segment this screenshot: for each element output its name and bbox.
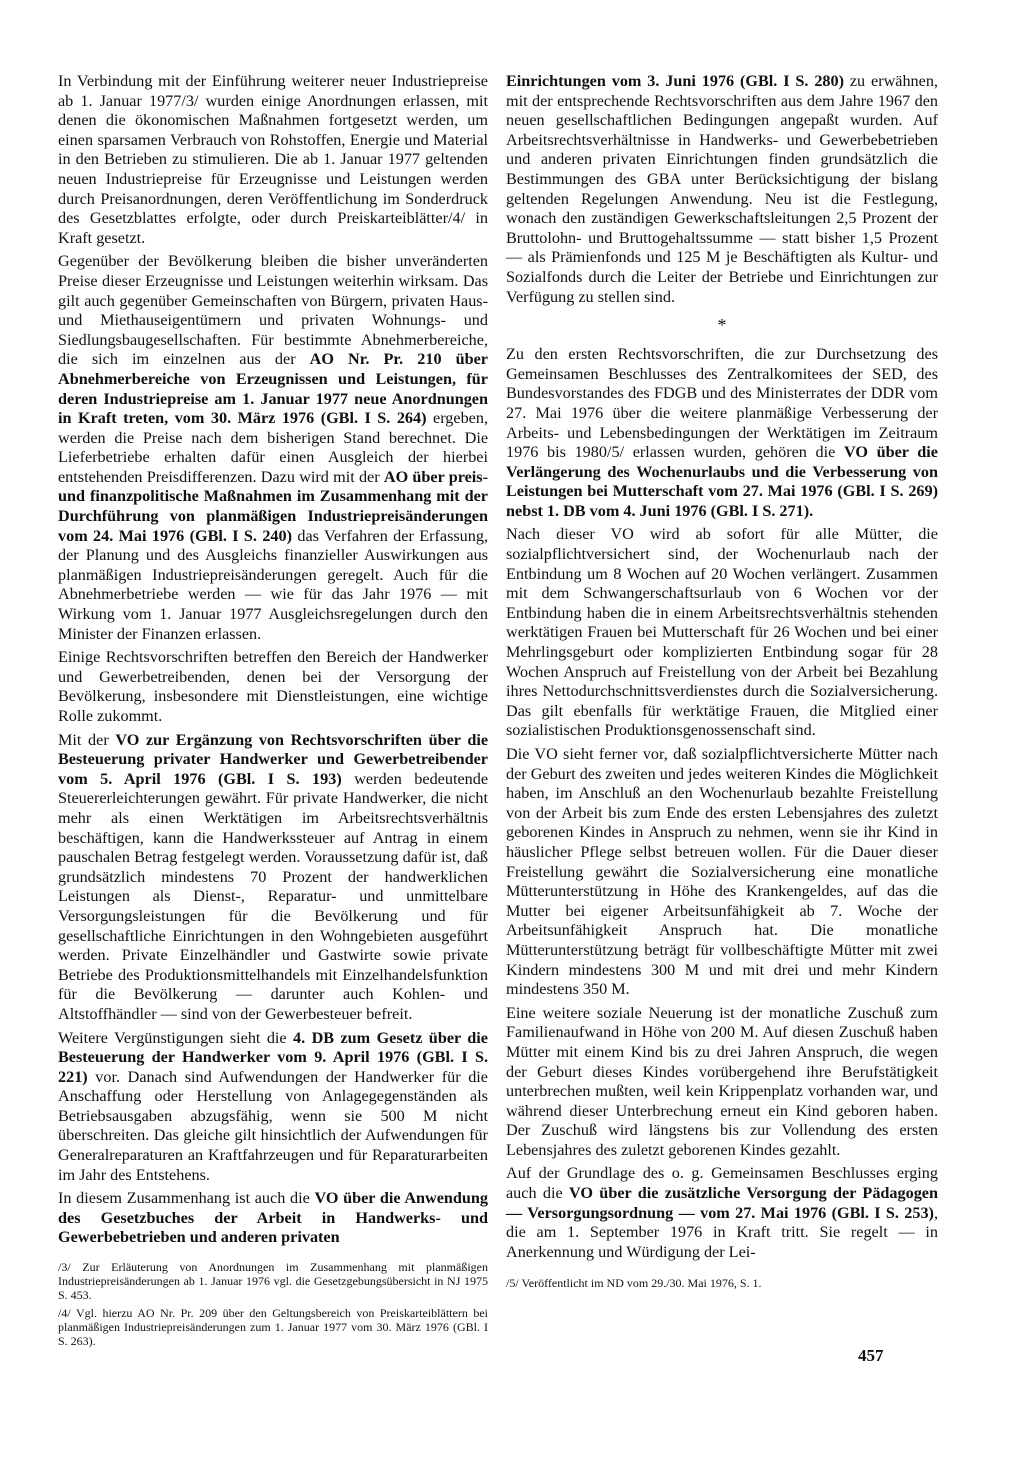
paragraph-freistellung xyxy=(506,745,938,1000)
text: Einige Rechtsvorschriften betreffen den Bereich der Handwerker und Gewerbetreibenden, denen bei der Versorgung der Bevölkerung, insbesondere mit Dienstleistungen, eine wichtige Rolle zukommt. xyxy=(58,648,488,725)
paragraph-gesetzbuch xyxy=(58,1189,488,1248)
legal-reference: VO über die Verlängerung des Wochenurlaubs und die Verbesserung von Leistungen bei Mutterschaft vom 27. Mai 1976 (GBl. I S. 269) nebst 1. DB vom 4. Juni 1976 (GBl. I S. 271). xyxy=(506,443,938,520)
footnotes-left xyxy=(58,1256,488,1348)
text: vor. Danach sind Aufwendungen der Handwerker für die Anschaffung oder Herstellung von Anlagegegenständen als Betriebsausgaben abzugsfähig, wenn sie 500 M nicht überschreiten. Das gleiche gilt hinsichtlich der Aufwendungen für Generalreparaturen an Kraftfahrzeugen und für Reparaturarbeiten im Jahr des Entstehens. xyxy=(58,1067,488,1184)
paragraph-wochenurlaub xyxy=(506,525,938,741)
paragraph-einrichtungen xyxy=(506,72,938,307)
paragraph-industriepreise xyxy=(58,72,488,248)
text: Mit der xyxy=(58,730,116,749)
footnote-4: /4/ Vgl. hierzu AO Nr. Pr. 209 über den Geltungsbereich von Preiskarteiblättern bei planmäßigen Industriepreisänderungen zum 1. Januar 1977 vom 30. März 1976 (GBl. I S. 263). xyxy=(58,1306,488,1349)
paragraph-besteuerung xyxy=(58,731,488,1025)
text: Zu den ersten Rechtsvorschriften, die zur Durchsetzung des Gemeinsamen Beschlusses des Zentralkomitees der SED, des Bundesvorstandes des FDGB und des Ministerrates der DDR vom 27. Mai 1976 über die weitere planmäßige Verbesserung der Arbeits- und Lebensbedingungen der Werktätigen im Zeitraum 1976 bis 1980/5/ erlassen wurden, gehören die xyxy=(506,345,938,462)
text: Gegenüber der Bevölkerung bleiben die bisher unveränderten Preise dieser Erzeugnisse und Leistungen weiterhin wirksam. Das gilt auch gegenüber Gemeinschaften von Bürgern, privaten Haus- und Miethauseigentümern und privaten Wohnungs- und Siedlungsbaugesellschaften. Für bestimmte Abnehmerbereiche, die sich im einzelnen aus der xyxy=(58,252,488,369)
text: das Verfahren der Erfassung, der Planung und des Ausgleichs finanzieller Auswirkungen aus planmäßigen Industriepreisänderungen geregelt. Auch für die Abnehmerbetriebe werden — wie für das Jahr 1976 — mit Wirkung vom 1. Januar 1977 Ausgleichsregelungen durch den Minister der Finanzen erlassen. xyxy=(58,526,488,643)
paragraph-beschluss xyxy=(506,345,938,521)
paragraph-zuschuss xyxy=(506,1004,938,1161)
footnote-5: /5/ Veröffentlicht im ND vom 29./30. Mai 1976, S. 1. xyxy=(506,1276,762,1291)
paragraph-verguenstigungen xyxy=(58,1029,488,1186)
text: werden bedeutende Steuererleichterungen gewährt. Für private Handwerker, die nicht mehr als einen Werktätigen im Arbeitsrechtsverhältnis beschäftigen, kann die Handwerkssteuer auf Antrag in einem pauschalen Betrag festgelegt werden. Voraussetzung dafür ist, daß grundsätzlich mindestens 70 Prozent der handwerklichen Leistungen als Dienst-, Reparatur- und unmittelbare Versorgungsleistungen für die Bevölkerung und für gesellschaftliche Einrichtungen in den Wohngebieten ausgeführt werden. Private Einzelhändler und Gastwirte sowie private Betriebe des Produktionsmittelhandels mit Einzelhandelsfunktion für die Bevölkerung — darunter auch Kohlen- und Altstoffhändler — sind von der Gewerbesteuer befreit. xyxy=(58,769,488,1023)
section-separator: * xyxy=(717,315,727,336)
text: , die am 1. September 1976 in Kraft tritt. Sie regelt — in Anerkennung und Würdigung der Lei- xyxy=(506,1203,938,1261)
page-number: 457 xyxy=(858,1346,884,1365)
text: Eine weitere soziale Neuerung ist der monatliche Zuschuß zum Familienaufwand in Höhe von 200 M. Auf diesen Zuschuß haben Mütter mit einem Kind bis zu drei Jahren Anspruch, die wegen der Geburt dieses Kindes vorübergehend ihre Berufstätigkeit unterbrechen mußten, weil kein Krippenplatz vorhanden war, und während dieser Unterbrechung erneut ein Kind geboren haben. Der Zuschuß wird längstens bis zur Vollendung des ersten Lebensjahres des zuletzt geborenen Kindes gezahlt. xyxy=(506,1003,938,1159)
text: Auf der Grundlage des o. g. Gemeinsamen Beschlusses erging auch die xyxy=(506,1164,938,1203)
paragraph-paedagogen xyxy=(506,1164,938,1262)
legal-reference: VO zur Ergänzung von Rechtsvorschriften über die Besteuerung privater Handwerker und Gewerbetreibender vom 5. April 1976 (GBl. I S. 193) xyxy=(58,730,489,788)
text: zu erwähnen, mit der entsprechende Rechtsvorschriften aus dem Jahre 1967 den neuen gesellschaftlichen Bedingungen angepaßt wurden. Auf Arbeitsrechtsverhältnisse in Handwerks- und Gewerbebetrieben und anderen privaten Einrichtungen finden grundsätzlich die Bestimmungen des GBA unter Berücksichtigung der bislang geltenden Regelungen Anwendung. Neu ist die Festlegung, wonach den zuständigen Gewerkschaftsleitungen 2,5 Prozent der Bruttolohn- und Bruttogehaltssumme — statt bisher 1,5 Prozent — als Prämienfonds und 125 M je Beschäftigten als Kultur- und Sozialfonds durch die Leiter der Betriebe und Einrichtungen zur Verfügung zu stellen sind. xyxy=(506,72,938,306)
legal-reference: VO über die zusätzliche Versorgung der Pädagogen — Versorgungsordnung — vom 27. Mai 1976 (GBl. I S. 253) xyxy=(506,1184,938,1222)
text: ergeben, werden die Preise nach dem bisherigen Stand berechnet. Die Lieferbetriebe erhalten dafür einen Ausgleich der hierbei entstehenden Preisdifferenzen. Dazu wird mit der xyxy=(58,409,488,486)
text: Weitere Vergünstigungen sieht die xyxy=(58,1028,294,1047)
text: Nach dieser VO wird ab sofort für alle Mütter, die sozialpflichtversichert sind, der Wochenurlaub nach der Entbindung um 8 Wochen auf 20 Wochen verlängert. Zusammen mit dem Schwangerschaftsurlaub von 6 Wochen vor der Entbindung haben die in einem Arbeitsrechtsverhältnis stehenden werktätigen Frauen bei Mutterschaft für 26 Wochen und bei einer Mehrlingsgeburt oder komplizierten Entbindung sogar für 28 Wochen Anspruch auf Freistellung von der Arbeit bei Bezahlung ihres Nettodurchschnittsverdienstes durch die Sozialversicherung. Das gilt ebenfalls für werktätige Frauen, die Mitglied einer sozialistischen Produktionsgenossenschaft sind. xyxy=(506,525,938,740)
text: In Verbindung mit der Einführung weiterer neuer Industriepreise ab 1. Januar 1977/3/ wurden einige Anordnungen erlassen, mit denen die ökonomischen Maßnahmen fortgesetzt werden, um einen sparsamen Verbrauch von Rohstoffen, Energie und Material in den Betrieben zu stimulieren. Die ab 1. Januar 1977 geltenden neuen Industriepreise für Erzeugnisse und Leistungen werden durch Preisanordnungen, deren Veröffentlichung im Sonderdruck des Gesetzblattes erfolgte, oder durch Preiskarteiblätter/4/ in Kraft gesetzt. xyxy=(58,72,488,247)
legal-reference: AO Nr. Pr. 210 über Abnehmerbereiche von Erzeugnissen und Leistungen, für deren Industriepreise am 1. Januar 1977 neue Anordnungen in Kraft treten, vom 30. März 1976 (GBl. I S. 264) xyxy=(58,350,488,428)
legal-reference: AO über preis- und finanzpolitische Maßnahmen im Zusammenhang mit der Durchführung von planmäßigen Industriepreisänderungen vom 24. Mai 1976 (GBl. I S. 240) xyxy=(58,467,488,545)
paragraph-bevoelkerung xyxy=(58,252,488,644)
right-column xyxy=(506,72,938,1290)
legal-reference: 4. DB zum Gesetz über die Besteuerung der Handwerker vom 9. April 1976 (GBl. I S. 221) xyxy=(58,1028,488,1086)
legal-reference: Einrichtungen vom 3. Juni 1976 (GBl. I S. 280) xyxy=(506,72,844,90)
legal-reference: VO über die Anwendung des Gesetzbuches der Arbeit in Handwerks- und Gewerbebetrieben und anderen privaten xyxy=(58,1189,488,1247)
paragraph-handwerker xyxy=(58,648,488,726)
text: In diesem Zusammenhang ist auch die xyxy=(58,1189,315,1208)
footnote-3: /3/ Zur Erläuterung von Anordnungen im Zusammenhang mit planmäßigen Industriepreisänderungen ab 1. Januar 1976 vgl. die Gesetzgebungsübersicht in NJ 1975 S. 453. xyxy=(58,1260,488,1303)
text: Die VO sieht ferner vor, daß sozialpflichtversicherte Mütter nach der Geburt des zweiten und jedes weiteren Kindes die Möglichkeit haben, im Anschluß an den Wochenurlaub bezahlte Freistellung von der Arbeit bis zum Ende des ersten Lebensjahres des zuletzt geborenen Kindes in Anspruch zu nehmen, wenn sie ihr Kind in häuslicher Pflege selbst betreuen wollen. Für die Dauer dieser Freistellung gewährt die Sozialversicherung eine monatliche Mütterunterstützung in Höhe des Krankengeldes, auf das die Mutter bei eigener Arbeitsunfähigkeit ab 7. Woche der Arbeitsunfähigkeit Anspruch hat. Die monatliche Mütterunterstützung beträgt für vollbeschäftigte Mütter mit zwei Kindern mindestens 300 M und mit drei und mehr Kindern mindestens 350 M. xyxy=(506,745,938,999)
left-column xyxy=(58,72,488,1352)
